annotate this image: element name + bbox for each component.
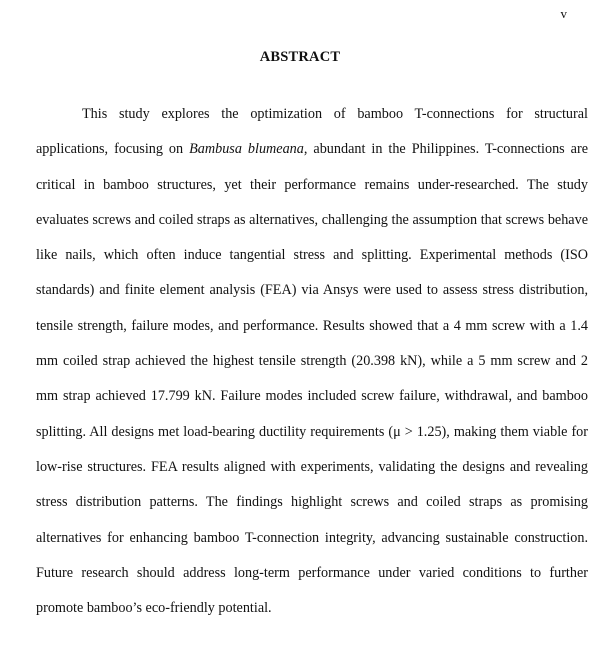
abstract-text-rest: , abundant in the Philippines. T-connections are critical in bamboo structures, yet their performance remains under-researched. The study evaluates screws and coiled straps as alternatives, challenging the assumption that screws behave like nails, which often induce tangential stress and splitting. Experimental methods (ISO standards) and finite element analysis (FEA) via Ansys were used to assess stress distribution, tensile strength, failure modes, and performance. Results showed that a 4 mm screw with a 1.4 mm coiled strap achieved the highest tensile strength (20.398 kN), while a 5 mm screw and 2 mm strap achieved 17.799 kN. Failure modes included screw failure, withdrawal, and bamboo splitting. All designs met load-bearing ductility requirements (μ > 1.25), making them viable for low-rise structures. FEA results aligned with experiments, validating the designs and revealing stress distribution patterns. The findings highlight screws and coiled straps as promising alternatives for enhancing bamboo T-connection integrity, advancing sustainable construction. Future research should address long-term performance under varied conditions to further promote bamboo’s eco-friendly potential. — [36, 141, 588, 617]
abstract-text-start: This study explores the optimization of bamboo T-connections for structural applications, focusing on — [36, 106, 588, 158]
page-number: v — [560, 6, 567, 21]
abstract-heading: ABSTRACT — [259, 49, 341, 65]
abstract-paragraph — [36, 97, 588, 626]
species-name: Bambusa blumeana — [189, 141, 304, 158]
